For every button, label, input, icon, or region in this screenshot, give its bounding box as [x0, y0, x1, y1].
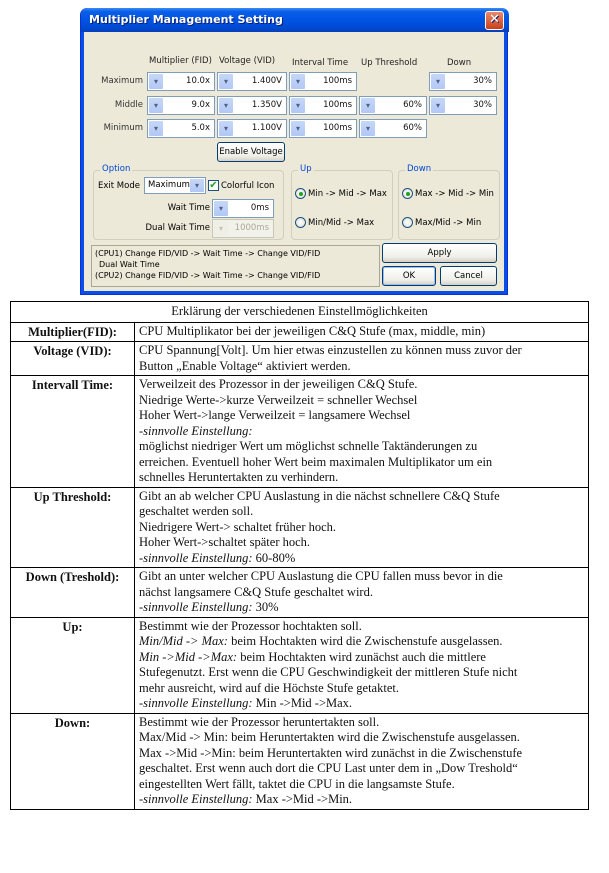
exit-mode-value: Maximum — [148, 180, 190, 190]
voltage-value: 1.350V — [251, 100, 282, 110]
description-line: -sinnvolle Einstellung: Min ->Mid ->Max. — [139, 696, 353, 710]
description-line — [139, 424, 584, 440]
description-line: Niedrigere Wert-> schaltet früher hoch. — [139, 519, 337, 534]
radio-empty-icon — [295, 217, 306, 228]
chevron-down-icon: ▾ — [219, 98, 233, 113]
setting-description — [135, 322, 589, 342]
checkmark-icon: ✔ — [209, 180, 218, 191]
chevron-down-icon: ▾ — [190, 179, 204, 192]
setting-name: Multiplier(FID): — [11, 322, 135, 342]
description-line: schnelles Heruntertakten zu verhindern. — [139, 470, 339, 484]
voltage-middle-spinner[interactable] — [217, 96, 287, 115]
multiplier-value: 5.0x — [191, 123, 210, 133]
chevron-down-icon: ▾ — [214, 221, 228, 236]
setting-description — [135, 568, 589, 618]
chevron-down-icon: ▾ — [149, 74, 163, 89]
setting-name: Down (Treshold): — [11, 568, 135, 618]
up-group-title: Up — [300, 164, 312, 174]
table-row — [11, 568, 589, 618]
up-threshold-value: 60% — [403, 100, 422, 110]
up-radio-minmid-max[interactable] — [295, 217, 374, 228]
description-line: möglichst niedriger Wert um möglichst schnelle Taktänderungen zu — [139, 439, 478, 453]
description-line: Max/Mid -> Min: beim Heruntertakten wird die Zwischenstufe ausgelassen. — [139, 730, 520, 744]
chevron-down-icon: ▾ — [219, 74, 233, 89]
description-line: Bestimmt wie der Prozessor hochtakten soll. — [139, 618, 362, 633]
description-line: -sinnvolle Einstellung: 60-80% — [139, 550, 296, 565]
up-radio-label: Min -> Mid -> Max — [308, 188, 387, 199]
info-line: Dual Wait Time — [99, 260, 160, 269]
description-line: Min/Mid -> Max: beim Hochtakten wird die Zwischenstufe ausgelassen. — [139, 634, 503, 648]
italic-prefix: -sinnvolle Einstellung: — [139, 696, 253, 710]
chevron-down-icon: ▾ — [219, 121, 233, 136]
description-line: Min ->Mid ->Max: beim Hochtakten wird zunächst auch die mittlere — [139, 649, 486, 664]
colorful-icon-checkbox[interactable] — [208, 180, 274, 191]
interval-time-maximum-spinner[interactable] — [289, 72, 357, 91]
setting-description — [135, 617, 589, 713]
interval-time-value: 100ms — [323, 123, 352, 133]
up-threshold-value: 60% — [403, 123, 422, 133]
italic-prefix: -sinnvolle Einstellung: — [139, 792, 253, 806]
setting-description — [135, 376, 589, 488]
description-line: Hoher Wert->schaltet später hoch. — [139, 535, 311, 549]
chevron-down-icon: ▾ — [291, 98, 305, 113]
multiplier-management-dialog — [80, 8, 508, 295]
chevron-down-icon: ▾ — [291, 74, 305, 89]
multiplier-value: 10.0x — [186, 76, 210, 86]
exit-mode-select[interactable] — [144, 177, 206, 194]
down-radio-label: Max/Mid -> Min — [415, 217, 482, 228]
description-line: erreichen. Eventuell hoher Wert beim maximalen Multiplikator um ein — [139, 454, 493, 469]
italic-prefix: -sinnvolle Einstellung: — [139, 423, 253, 438]
dual-wait-time-spinner — [212, 219, 274, 238]
description-line: Stufegenutzt. Erst wenn die CPU Geschwindigkeit der mittleren Stufe nicht — [139, 665, 518, 679]
interval-time-value: 100ms — [323, 100, 352, 110]
chevron-down-icon: ▾ — [361, 98, 375, 113]
description-line: Niedrige Werte->kurze Verweilzeit = schneller Wechsel — [139, 392, 418, 407]
down-threshold-middle-spinner[interactable] — [429, 96, 497, 115]
exit-mode-label: Exit Mode — [98, 181, 140, 191]
up-threshold-middle-spinner[interactable] — [359, 96, 427, 115]
table-caption: Erklärung der verschiedenen Einstellmöglichkeiten — [11, 302, 589, 323]
chevron-down-icon: ▾ — [431, 74, 445, 89]
ok-button[interactable]: OK — [382, 266, 436, 286]
radio-selected-icon — [295, 188, 306, 199]
dual-wait-time-value: 1000ms — [234, 223, 269, 233]
multiplier-value: 9.0x — [191, 100, 210, 110]
table-row — [11, 376, 589, 488]
interval-time-minimum-spinner[interactable] — [289, 119, 357, 138]
table-row — [11, 342, 589, 376]
column-header-fid: Multiplier (FID) — [149, 56, 212, 66]
down-threshold-maximum-spinner[interactable] — [429, 72, 497, 91]
voltage-value: 1.100V — [251, 123, 282, 133]
dialog-body — [85, 32, 503, 290]
down-radio-max-mid-min[interactable] — [402, 188, 494, 199]
chevron-down-icon: ▾ — [291, 121, 305, 136]
italic-prefix: Min/Mid -> Max: — [139, 634, 228, 648]
dual-wait-time-label: Dual Wait Time — [145, 223, 210, 233]
italic-prefix: -sinnvolle Einstellung: — [139, 600, 253, 614]
colorful-icon-label: Colorful Icon — [221, 180, 275, 191]
description-line: Bestimmt wie der Prozessor heruntertakten soll. — [139, 714, 380, 729]
multiplier-maximum-spinner[interactable] — [147, 72, 215, 91]
setting-name: Up Threshold: — [11, 487, 135, 568]
description-line: Max ->Mid ->Min: beim Heruntertakten wird zunächst in die Zwischenstufe — [139, 745, 523, 760]
option-group — [93, 164, 284, 240]
wait-time-value: 0ms — [250, 203, 269, 213]
multiplier-minimum-spinner[interactable] — [147, 119, 215, 138]
row-label-middle: Middle — [114, 100, 143, 110]
up-radio-label: Min/Mid -> Max — [308, 217, 375, 228]
close-button[interactable] — [485, 11, 504, 30]
voltage-maximum-spinner[interactable] — [217, 72, 287, 91]
row-label-minimum: Minimum — [103, 123, 143, 133]
down-threshold-value: 30% — [473, 76, 492, 86]
wait-time-label: Wait Time — [167, 203, 210, 213]
table-row — [11, 713, 589, 809]
description-line: -sinnvolle Einstellung: 30% — [139, 600, 279, 614]
chevron-down-icon: ▾ — [431, 98, 445, 113]
table-row — [11, 617, 589, 713]
interval-time-value: 100ms — [323, 76, 352, 86]
option-group-title: Option — [102, 164, 131, 174]
voltage-value: 1.400V — [251, 76, 282, 86]
voltage-minimum-spinner[interactable] — [217, 119, 287, 138]
column-header-down: Down — [447, 58, 472, 68]
cancel-button[interactable]: Cancel — [440, 266, 497, 286]
description-line: geschaltet werden soll. — [139, 504, 254, 518]
description-line: nächst langsamere C&Q Stufe geschaltet wird. — [139, 584, 373, 599]
down-radio-maxmid-min[interactable] — [402, 217, 481, 228]
description-line: CPU Multiplikator bei der jeweiligen C&Q Stufe (max, middle, min) — [139, 323, 486, 338]
description-line: Verweilzeit des Prozessor in der jeweiligen C&Q Stufe. — [139, 377, 418, 391]
up-threshold-minimum-spinner[interactable] — [359, 119, 427, 138]
chevron-down-icon: ▾ — [149, 121, 163, 136]
description-line: eingestellten Wert fällt, taktet die CPU in die langsamste Stufe. — [139, 776, 455, 791]
setting-name: Down: — [11, 713, 135, 809]
chevron-down-icon: ▾ — [361, 121, 375, 136]
dialog-titlebar[interactable] — [81, 8, 509, 32]
up-radio-min-mid-max[interactable] — [295, 188, 387, 199]
interval-time-middle-spinner[interactable] — [289, 96, 357, 115]
down-group-title: Down — [407, 164, 432, 174]
description-line: Gibt an unter welcher CPU Auslastung die CPU fallen muss bevor in die — [139, 569, 503, 583]
description-line: CPU Spannung[Volt]. Um hier etwas einzustellen zu können muss zuvor der — [139, 343, 522, 357]
multiplier-middle-spinner[interactable] — [147, 96, 215, 115]
setting-description — [135, 487, 589, 568]
description-line: mehr ausreicht, wird auf die Höchste Stufe getaktet. — [139, 680, 399, 695]
setting-name: Up: — [11, 617, 135, 713]
setting-name: Voltage (VID): — [11, 342, 135, 376]
radio-selected-icon — [402, 188, 413, 199]
description-line: Button „Enable Voltage“ aktiviert werden. — [139, 358, 351, 373]
wait-time-spinner[interactable] — [212, 199, 274, 218]
settings-explanation-table — [10, 301, 589, 810]
info-line: (CPU1) Change FID/VID -> Wait Time -> Change VID/FID — [95, 249, 321, 258]
description-line: geschaltet. Erst wenn auch dort die CPU Last unter dem in „Dow Treshold“ — [139, 761, 518, 775]
description-line: -sinnvolle Einstellung: Max ->Mid ->Min. — [139, 792, 353, 806]
table-row — [11, 487, 589, 568]
up-group — [291, 164, 393, 240]
italic-prefix: -sinnvolle Einstellung: — [139, 550, 253, 565]
apply-button[interactable]: Apply — [382, 243, 497, 263]
description-line: Gibt an ab welcher CPU Auslastung in die nächst schnellere C&Q Stufe — [139, 488, 500, 503]
down-group — [398, 164, 500, 240]
column-header-up-threshold: Up Threshold — [361, 58, 418, 68]
radio-empty-icon — [402, 217, 413, 228]
chevron-down-icon: ▾ — [214, 201, 228, 216]
down-threshold-value: 30% — [473, 100, 492, 110]
description-line: Hoher Wert->lange Verweilzeit = langsamere Wechsel — [139, 408, 411, 422]
setting-description — [135, 342, 589, 376]
row-label-maximum: Maximum — [101, 76, 143, 86]
enable-voltage-button[interactable]: Enable Voltage — [217, 142, 285, 162]
setting-name: Intervall Time: — [11, 376, 135, 488]
cpu-change-info — [91, 245, 380, 287]
column-header-interval: Interval Time — [292, 58, 349, 68]
italic-prefix: Min ->Mid ->Max: — [139, 649, 238, 664]
column-header-vid: Voltage (VID) — [219, 56, 276, 66]
table-row — [11, 322, 589, 342]
table-caption-row — [11, 302, 589, 323]
info-line: (CPU2) Change FID/VID -> Wait Time -> Change VID/FID — [95, 271, 321, 280]
down-radio-label: Max -> Mid -> Min — [415, 188, 494, 199]
dialog-title: Multiplier Management Setting — [89, 13, 283, 26]
close-icon: ✕ — [489, 12, 500, 27]
chevron-down-icon: ▾ — [149, 98, 163, 113]
setting-description — [135, 713, 589, 809]
